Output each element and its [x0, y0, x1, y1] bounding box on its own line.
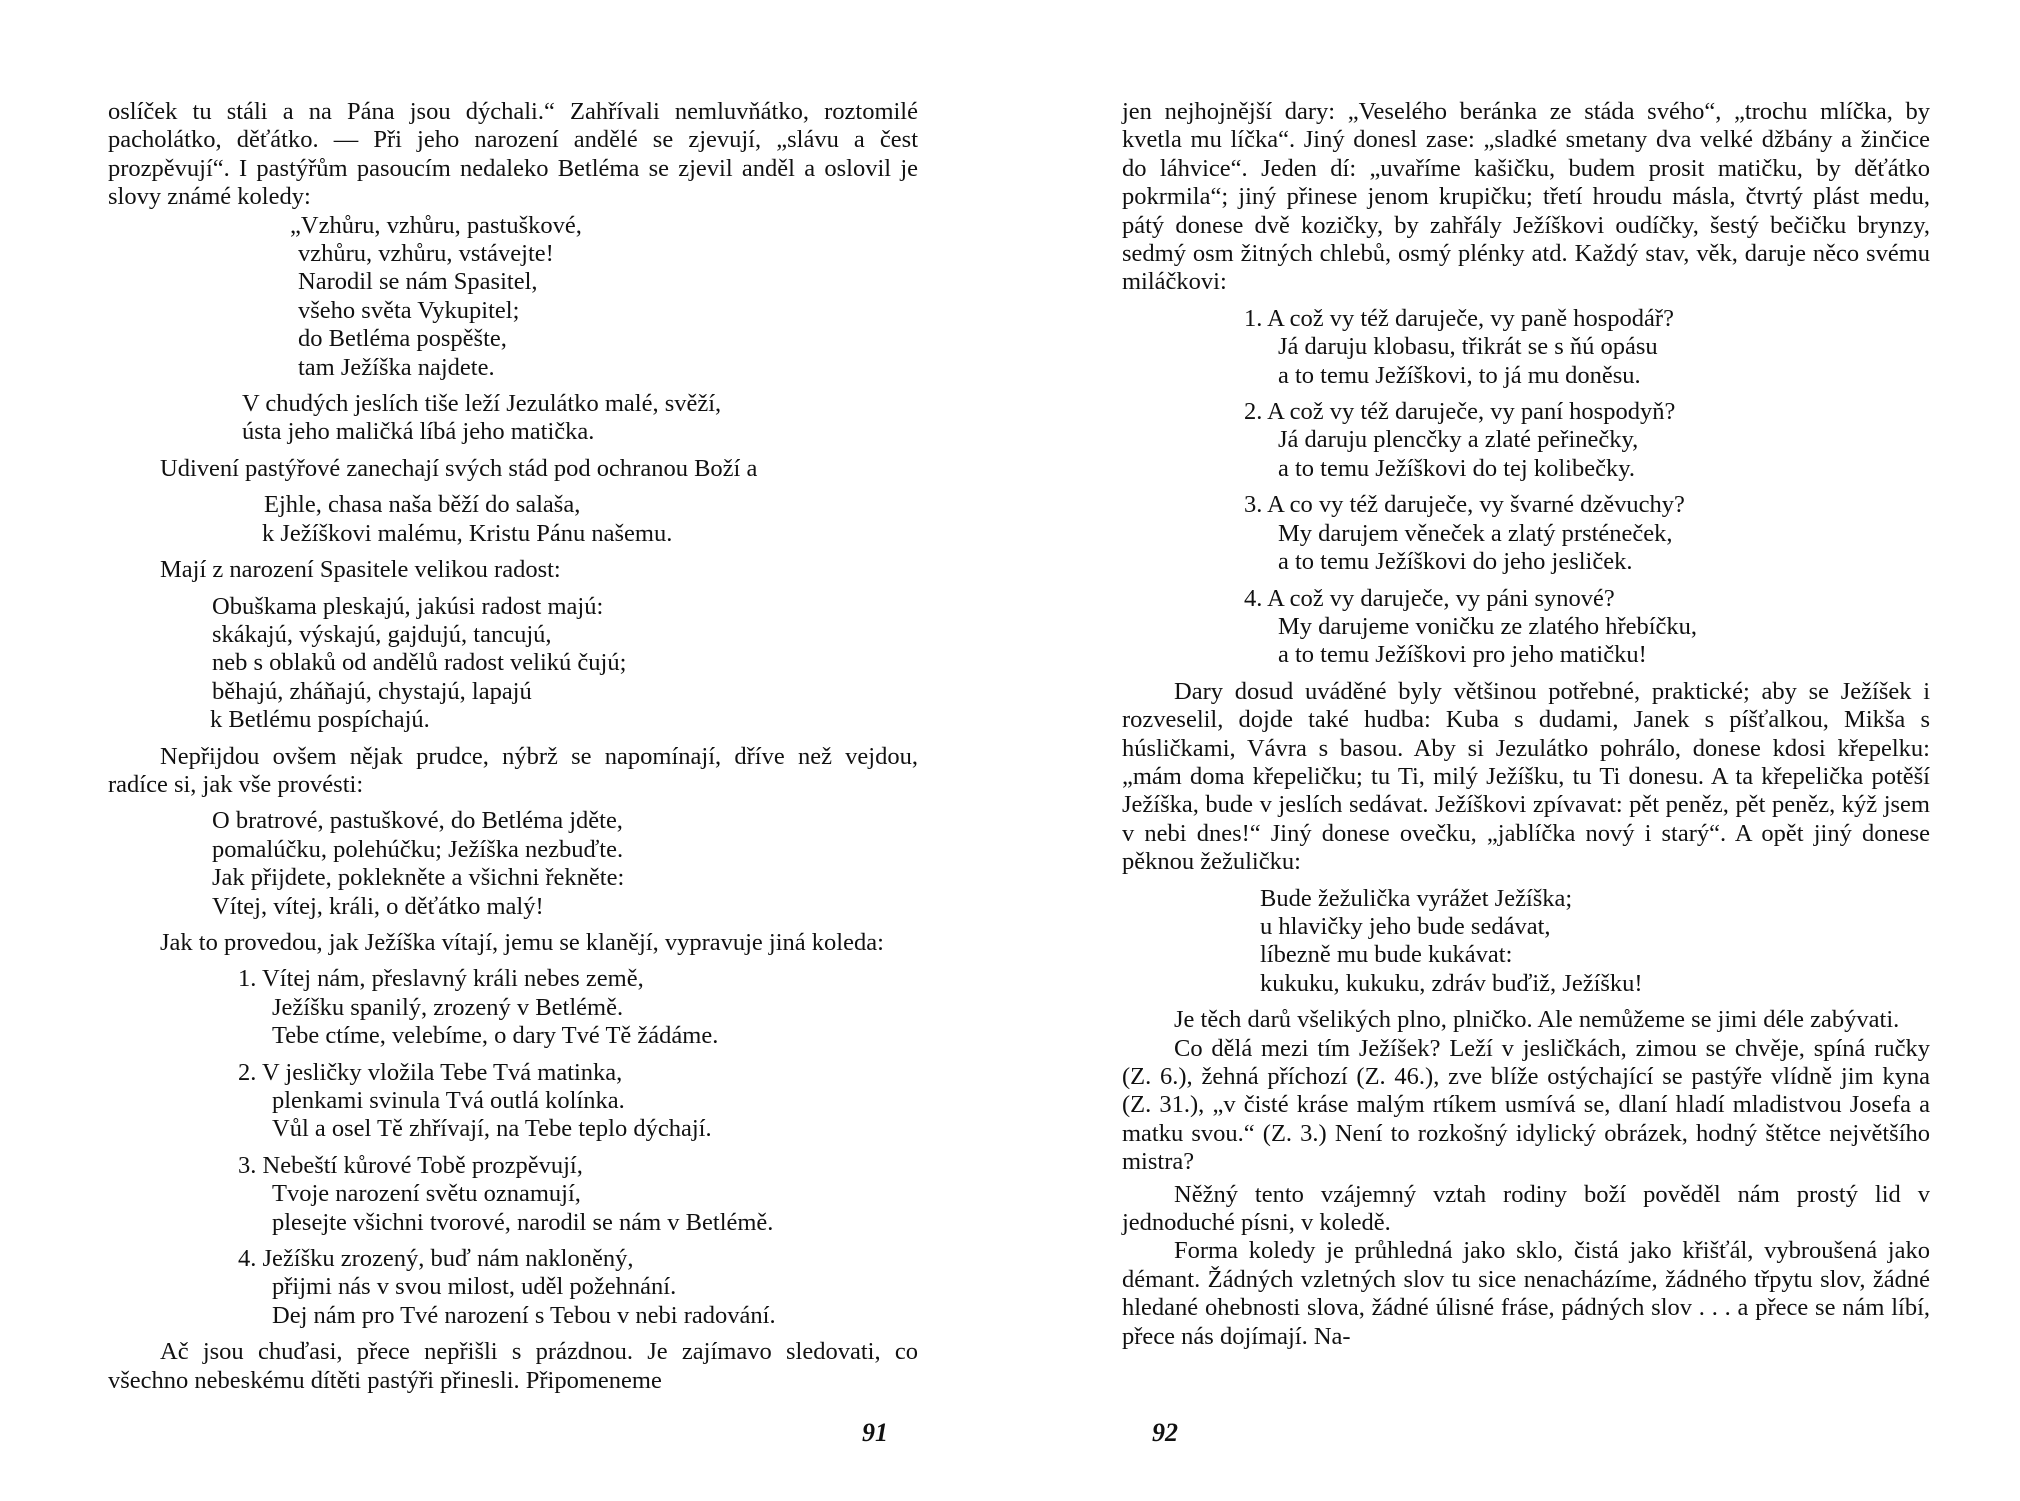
paragraph: Je těch darů všelikých plno, plničko. Ale nemůžeme se jimi déle zabývati.	[1174, 1006, 1900, 1034]
list-item	[238, 1152, 918, 1237]
paragraph: Něžný tento vzájemný vztah rodiny boží pověděl nám prostý lid v jednoduché písni, v koledě.	[1122, 1180, 1930, 1237]
numbered-carol-list	[1244, 305, 1930, 670]
verse-line: 4. A což vy daruječe, vy páni synové?	[1244, 584, 1615, 612]
paragraph: Co dělá mezi tím Ježíšek? Leží v jesličkách, zimou se chvěje, spíná ručky (Z. 6.), žehná příchozí (Z. 46.), zve blíže ostýchající se pastýře vlídně jim kyna (Z. 31.), „v čisté kráse malým rtíkem usmívá se, dlaní hladí mladistvou Josefa a matku svou.“ (Z. 3.) Není to rozkošný idylický obrázek, hodný štětce největšího mistra?	[1122, 1034, 1930, 1176]
verse-line: tam Ježíška najdete.	[298, 353, 495, 381]
verse-line: u hlavičky jeho bude sedávat,	[1260, 912, 1551, 940]
verse-line: plesejte všichni tvorové, narodil se nám v Betlémě.	[272, 1208, 774, 1236]
verse-block	[290, 211, 918, 382]
page-number: 92	[1152, 1418, 1178, 1447]
paragraph: Forma koledy je průhledná jako sklo, čistá jako křišťál, vybroušená jako démant. Žádných vzletných slov tu sice nenacházíme, žádného třpytu slov, žádné hledané ohebnosti slova, žádné úlisné fráse, pádných slov . . . a přece se nám líbí, přece nás dojímají. Na-	[1122, 1237, 1930, 1350]
list-item	[238, 1245, 918, 1330]
paragraph: Mají z narození Spasitele velikou radost:	[160, 556, 561, 584]
verse-line: skákajú, výskajú, gajdujú, tancujú,	[212, 620, 552, 648]
verse-line: neb s oblaků od andělů radost velikú čujú;	[212, 649, 627, 677]
verse-line: 1. A což vy též daruječe, vy paně hospodář?	[1244, 304, 1674, 332]
verse-line: Ježíšku spanilý, zrozený v Betlémě.	[272, 993, 624, 1021]
verse-line: 4. Ježíšku zrozený, buď nám nakloněný,	[238, 1245, 634, 1273]
page-number: 91	[862, 1418, 888, 1447]
list-item	[1244, 585, 1930, 670]
verse-line: pomalúčku, polehúčku; Ježíška nezbuďte.	[212, 835, 624, 863]
list-item	[238, 1059, 918, 1144]
verse-line: 3. Nebeští kůrové Tobě prozpěvují,	[238, 1151, 583, 1179]
verse-line: My darujeme voničku ze zlatého hřebíčku,	[1278, 612, 1698, 640]
list-item	[1244, 305, 1930, 390]
verse-block	[264, 491, 918, 548]
paragraph: oslíček tu stáli a na Pána jsou dýchali.“ Zahřívali nemluvňátko, roztomilé pacholátko, děťátko. — Při jeho narození andělé se zjevují, „slávu a čest prozpěvují“. I pastýřům pasoucím nedaleko Betléma se zjevil anděl a oslovil je slovy známé koledy:	[108, 98, 918, 211]
paragraph: jen nejhojnější dary: „Veselého beránka ze stáda svého“, „trochu mlíčka, by kvetla mu líčka“. Jiný donesl zase: „sladké smetany dva velké džbány a žinčice do láhvice“. Jeden dí: „uvaříme kašičku, budem prosit matičku, by děťátko pokrmila“; jiný přinese jenom krupičku; třetí hroudu másla, čtvrtý plást medu, pátý donese dvě kozičky, by zahřály Ježíškovi oudíčky, šestý bečičku brynzy, sedmý osm žitných chlebů, osmý plénky atd. Každý stav, věk, daruje něco svému miláčkovi:	[1122, 98, 1930, 296]
verse-line: a to temu Ježíškovi do tej kolibečky.	[1278, 454, 1635, 482]
verse-line: k Betlému pospíchajú.	[210, 706, 430, 734]
verse-line: My darujem věneček a zlatý prsténeček,	[1278, 519, 1673, 547]
verse-line: V chudých jeslích tiše leží Jezulátko malé, svěží,	[242, 390, 722, 418]
verse-block	[212, 593, 918, 735]
verse-line: 2. V jesličky vložila Tebe Tvá matinka,	[238, 1058, 623, 1086]
verse-line: Ejhle, chasa naša běží do salaša,	[264, 491, 581, 519]
verse-line: a to temu Ježíškovi do jeho jesliček.	[1278, 548, 1633, 576]
verse-line: Já daruju plencčky a zlaté peřinečky,	[1278, 426, 1639, 454]
verse-line: Narodil se nám Spasitel,	[298, 268, 538, 296]
verse-line: k Ježíškovi malému, Kristu Pánu našemu.	[262, 519, 673, 547]
paragraph: Udivení pastýřové zanechají svých stád pod ochranou Boží a	[160, 454, 758, 482]
verse-line: Tebe ctíme, velebíme, o dary Tvé Tě žádáme.	[272, 1022, 719, 1050]
paragraph: Jak to provedou, jak Ježíška vítají, jemu se klanějí, vypravuje jiná koleda:	[160, 928, 884, 956]
verse-line: vzhůru, vzhůru, vstávejte!	[298, 240, 554, 268]
verse-line: kukuku, kukuku, zdráv buďiž, Ježíšku!	[1260, 969, 1643, 997]
verse-line: líbezně mu bude kukávat:	[1260, 941, 1513, 969]
right-text-column	[1122, 98, 1930, 1351]
verse-line: Obuškama pleskajú, jakúsi radost majú:	[212, 592, 604, 620]
verse-line: 3. A co vy též daruječe, vy švarné dzěvuchy?	[1244, 491, 1685, 519]
verse-line: plenkami svinula Tvá outlá kolínka.	[272, 1087, 625, 1114]
list-item	[1244, 491, 1930, 576]
verse-line: přijmi nás v svou milost, uděl požehnání.	[272, 1273, 677, 1301]
verse-line: do Betléma pospěšte,	[298, 325, 507, 353]
verse-line: Bude žežulička vyrážet Ježíška;	[1260, 884, 1573, 912]
paragraph: Ač jsou chuďasi, přece nepřišli s prázdnou. Je zajímavo sledovati, co všechno nebeskému dítěti pastýři přinesli. Připomeneme	[108, 1338, 918, 1394]
verse-line: O bratrové, pastuškové, do Betléma jděte,	[212, 807, 623, 835]
list-item	[238, 965, 918, 1050]
verse-line: Vůl a osel Tě zhřívají, na Tebe teplo dýchají.	[272, 1115, 712, 1143]
numbered-carol-list	[238, 965, 918, 1330]
verse-block	[242, 390, 918, 447]
right-page	[1010, 0, 2020, 1501]
verse-line: a to temu Ježíškovi, to já mu doněsu.	[1278, 361, 1641, 389]
verse-line: „Vzhůru, vzhůru, pastuškové,	[290, 211, 582, 239]
verse-line: 2. A což vy též daruječe, vy paní hospodyň?	[1244, 398, 1676, 426]
verse-line: Tvoje narození světu oznamují,	[272, 1180, 581, 1208]
verse-line: ústa jeho maličká líbá jeho matička.	[242, 418, 595, 446]
paragraph: Dary dosud uváděné byly většinou potřebné, praktické; aby se Ježíšek i rozveselil, dojde také hudba: Kuba s dudami, Janek s píšťalkou, Mikša s húsličkami, Vávra s basou. Aby si Jezulátko pohrálo, donese kdosi křepelku: „mám doma křepeličku; tu Ti, milý Ježíšku, tu Ti donesu. A ta křepelička potěší Ježíška, bude v jeslích sedávat. Ježíškovi zpívavat: pět peněz, pět peněz, kýž jsem v nebi dnes!“ Jiný donese ovečku, „jablíčka nový i starý“. A opět jiný donese pěknou žežuličku:	[1122, 677, 1930, 876]
verse-line: běhajú, zháňajú, chystajú, lapajú	[212, 677, 532, 705]
verse-block	[212, 807, 918, 921]
verse-line: Jak přijdete, poklekněte a všichni řekněte:	[212, 864, 625, 892]
verse-line: všeho světa Vykupitel;	[298, 296, 520, 324]
verse-line: 1. Vítej nám, přeslavný králi nebes země,	[238, 965, 644, 993]
left-text-column	[108, 98, 918, 1395]
verse-line: Vítej, vítej, králi, o děťátko malý!	[212, 892, 544, 920]
paragraph: Nepřijdou ovšem nějak prudce, nýbrž se napomínají, dříve než vejdou, radíce si, jak vše provésti:	[108, 742, 918, 798]
verse-line: Dej nám pro Tvé narození s Tebou v nebi radování.	[272, 1301, 776, 1329]
verse-block	[1260, 885, 1930, 999]
verse-line: a to temu Ježíškovi pro jeho matičku!	[1278, 641, 1647, 669]
list-item	[1244, 398, 1930, 483]
verse-line: Já daruju klobasu, třikrát se s ňú opásu	[1278, 333, 1658, 361]
